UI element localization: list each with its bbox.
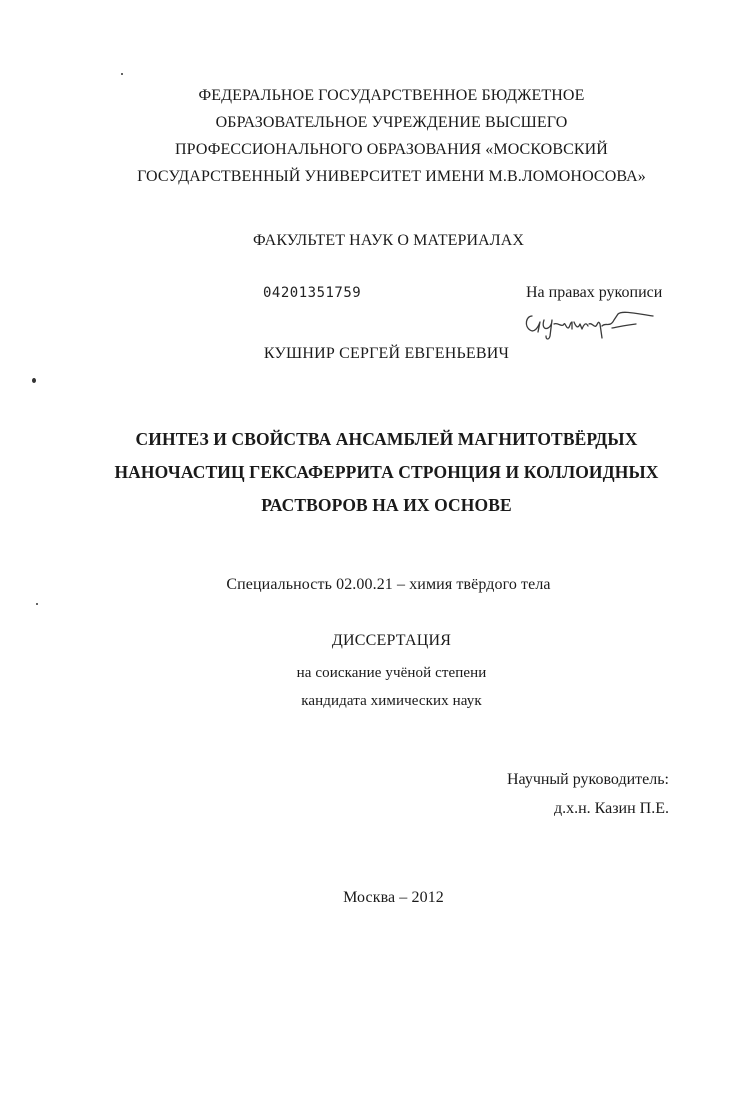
title-line: СИНТЕЗ И СВОЙСТВА АНСАМБЛЕЙ МАГНИТОТВЁРДЫХ: [135, 429, 638, 449]
document-type: ДИССЕРТАЦИЯ: [331, 632, 452, 649]
author-name: КУШНИР СЕРГЕЙ ЕВГЕНЬЕВИЧ: [263, 345, 510, 362]
institution-line: ПРОФЕССИОНАЛЬНОГО ОБРАЗОВАНИЯ «МОСКОВСКИЙ: [175, 141, 608, 158]
city-year: Москва – 2012: [343, 889, 444, 906]
supervisor-label: Научный руководитель:: [506, 771, 669, 788]
manuscript-note: На правах рукописи: [526, 284, 663, 301]
institution-line: ФЕДЕРАЛЬНОЕ ГОСУДАРСТВЕННОЕ БЮДЖЕТНОЕ: [198, 87, 585, 104]
specialty: Специальность 02.00.21 – химия твёрдого тела: [226, 576, 551, 593]
institution-line: ОБРАЗОВАТЕЛЬНОЕ УЧРЕЖДЕНИЕ ВЫСШЕГО: [215, 114, 568, 131]
title-line: НАНОЧАСТИЦ ГЕКСАФЕРРИТА СТРОНЦИЯ И КОЛЛОИДНЫХ: [114, 462, 659, 482]
faculty-name: ФАКУЛЬТЕТ НАУК О МАТЕРИАЛАХ: [252, 232, 525, 249]
degree-line-1: на соискание учёной степени: [296, 665, 487, 681]
supervisor-name: д.х.н. Казин П.Е.: [553, 800, 669, 817]
institution-line: ГОСУДАРСТВЕННЫЙ УНИВЕРСИТЕТ ИМЕНИ М.В.ЛОМОНОСОВА»: [137, 168, 646, 185]
scan-speck: [36, 603, 38, 605]
registration-number: 04201351759: [263, 285, 362, 301]
scan-speck: [121, 73, 123, 75]
scan-speck: [32, 378, 36, 383]
degree-line-2: кандидата химических наук: [301, 693, 482, 709]
title-line: РАСТВОРОВ НА ИХ ОСНОВЕ: [261, 495, 512, 515]
dissertation-title: [20, 423, 733, 522]
handwritten-signature: [518, 302, 658, 342]
institution-name: [25, 82, 733, 190]
